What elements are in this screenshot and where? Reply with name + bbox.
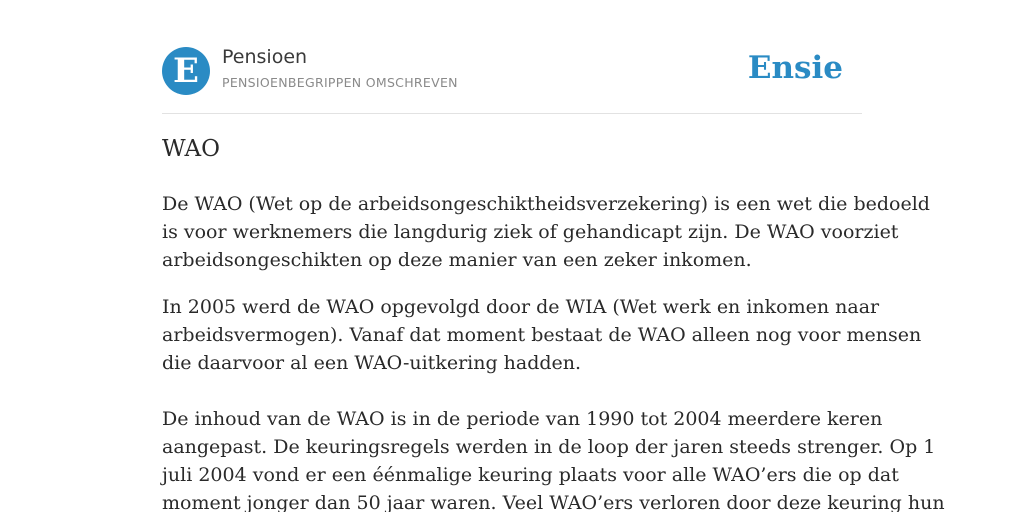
article-body	[162, 190, 945, 512]
site-tagline: PENSIOENBEGRIPPEN OMSCHREVEN	[222, 75, 458, 90]
site-logo[interactable]	[162, 47, 210, 95]
site-name[interactable]: Pensioen	[222, 46, 308, 68]
paragraph-line: is voor werknemers die langdurig ziek of gehandicapt zijn. De WAO voorziet	[162, 221, 899, 243]
paragraph-line: In 2005 werd de WAO opgevolgd door de WIA (Wet werk en inkomen naar	[162, 296, 880, 318]
paragraph-line: die daarvoor al een WAO-uitkering hadden.	[162, 352, 582, 374]
paragraph-line: arbeidsongeschikten op deze manier van een zeker inkomen.	[162, 249, 752, 271]
paragraph-line: juli 2004 vond er een éénmalige keuring plaats voor alle WAO’ers die op dat	[162, 464, 899, 486]
header-divider	[162, 113, 862, 114]
paragraph-1	[162, 190, 930, 274]
paragraph-2	[162, 293, 922, 377]
paragraph-line: De inhoud van de WAO is in de periode van 1990 tot 2004 meerdere keren	[162, 408, 883, 430]
paragraph-line: moment jonger dan 50 jaar waren. Veel WAO’ers verloren door deze keuring hun	[162, 492, 945, 512]
paragraph-line: De WAO (Wet op de arbeidsongeschiktheidsverzekering) is een wet die bedoeld	[162, 193, 930, 215]
paragraph-line: aangepast. De keuringsregels werden in de loop der jaren steeds strenger. Op 1	[162, 436, 936, 458]
paragraph-line: arbeidsvermogen). Vanaf dat moment bestaat de WAO alleen nog voor mensen	[162, 324, 922, 346]
site-header	[162, 46, 862, 96]
brand-logo[interactable]: Ensie	[747, 50, 843, 86]
paragraph-3	[162, 405, 945, 512]
logo-letter: E	[173, 51, 199, 91]
article-title: WAO	[162, 136, 220, 162]
